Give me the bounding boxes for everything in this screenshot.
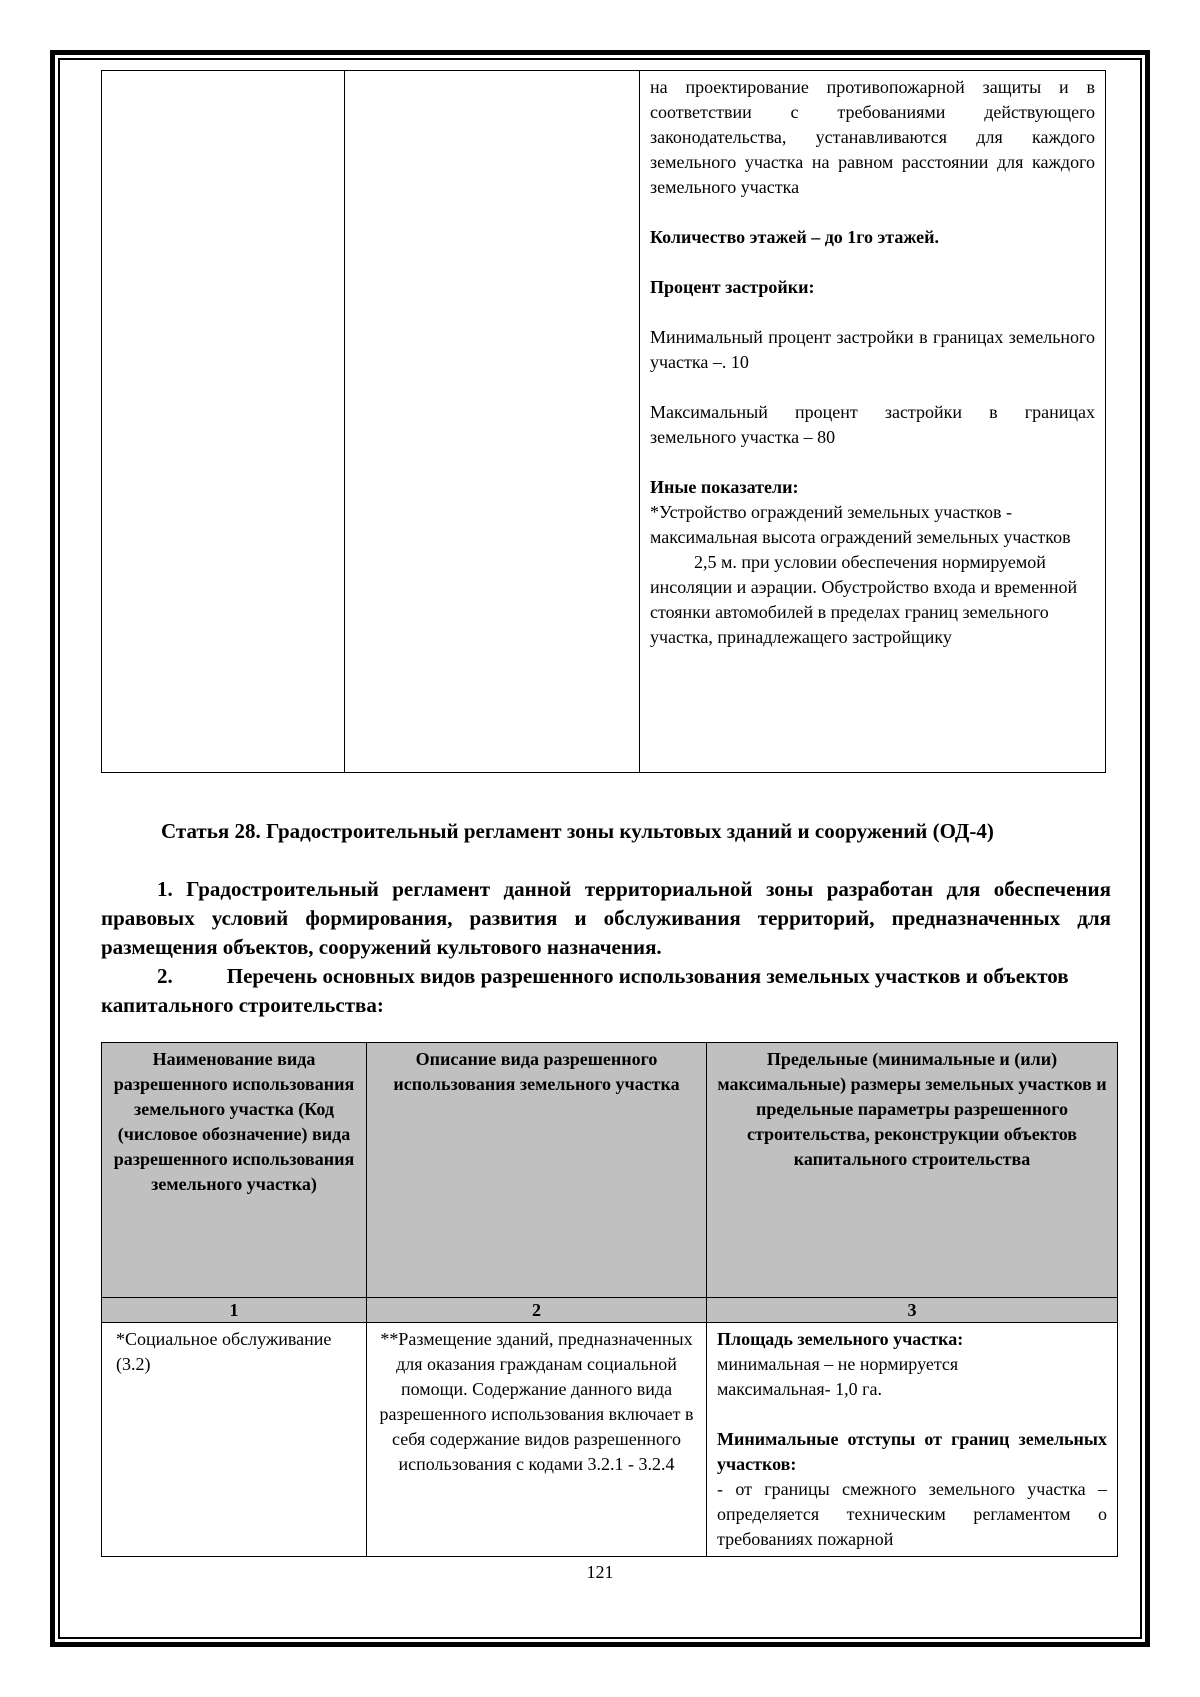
use-name-cell: *Социальное обслуживание (3.2) [102,1323,367,1557]
fire-protection-text: на проектирование противопожарной защиты и в соответствии с требованиями действующего законодательства, устанавливаются для каждого земельного участка на равном расстоянии для каждого земельного участка [650,77,1095,197]
permitted-use-table [101,1042,1118,1557]
page-number: 121 [586,1562,614,1582]
parameters-cell [640,71,1106,773]
table-header-row [102,1043,1118,1298]
article-item-2 [101,962,1111,1020]
floors-text: Количество этажей – до 1го этажей. [650,227,940,247]
column-number: 1 [102,1298,367,1323]
min-percent-text: Минимальный процент застройки в границах земельного участка –. 10 [650,327,1095,372]
setback-title: Минимальные отступы от границ земельных участков: [717,1429,1107,1474]
fence-text-continued: м. при условии обеспечения нормируемой инсоляции и аэрации. Обустройство входа и временной стоянки автомобилей в пределах границ земельного участка, принадлежащего застройщику [650,552,1078,647]
article-item-1: 1. Градостроительный регламент данной территориальной зоны разработан для обеспечения правовых условий формирования, развития и обслуживания территорий, предназначенных для размещения объектов, сооружений культового назначения. [101,877,1111,959]
column-numbers-row [102,1298,1118,1323]
other-indicators-title: Иные показатели: [650,477,799,497]
article-item-2-text: Перечень основных видов разрешенного использования земельных участков и объектов капитального строительства: [101,964,1069,1017]
continuation-table [101,70,1106,773]
max-percent-text: Максимальный процент застройки в границах земельного участка – 80 [650,402,1095,447]
empty-cell-2 [345,71,640,773]
fence-height-value: 2,5 [694,552,717,572]
use-description-cell: **Размещение зданий, предназначенных для оказания гражданам социальной помощи. Содержание данного вида разрешенного использования включает в себя содержание видов разрешенного использования с кодами 3.2.1 - 3.2.4 [367,1323,707,1557]
column-number: 2 [367,1298,707,1323]
header-use-description: Описание вида разрешенного использования земельного участка [367,1043,707,1298]
area-max: максимальная- 1,0 га. [717,1379,883,1399]
fence-text: *Устройство ограждений земельных участков - максимальная высота ограждений земельных участков [650,502,1071,547]
build-percent-title: Процент застройки: [650,277,815,297]
table-row [102,1323,1118,1557]
header-parameters: Предельные (минимальные и (или) максимальные) размеры земельных участков и предельные параметры разрешенного строительства, реконструкции объектов капитального строительства [707,1043,1118,1298]
use-parameters-cell [707,1323,1118,1557]
other-indicators-text [650,500,1095,650]
area-min: минимальная – не нормируется [717,1354,959,1374]
column-number: 3 [707,1298,1118,1323]
area-title: Площадь земельного участка: [717,1329,964,1349]
setback-text: - от границы смежного земельного участка – определяется техническим регламентом о требованиях пожарной [717,1479,1107,1549]
empty-cell-1 [102,71,345,773]
article-title: Статья 28. Градостроительный регламент зоны культовых зданий и сооружений (ОД-4) [161,819,994,843]
article-item-2-number: 2. [157,964,173,988]
header-use-name: Наименование вида разрешенного использования земельного участка (Код (числовое обозначение) вида разрешенного использования земельного участка) [102,1043,367,1298]
